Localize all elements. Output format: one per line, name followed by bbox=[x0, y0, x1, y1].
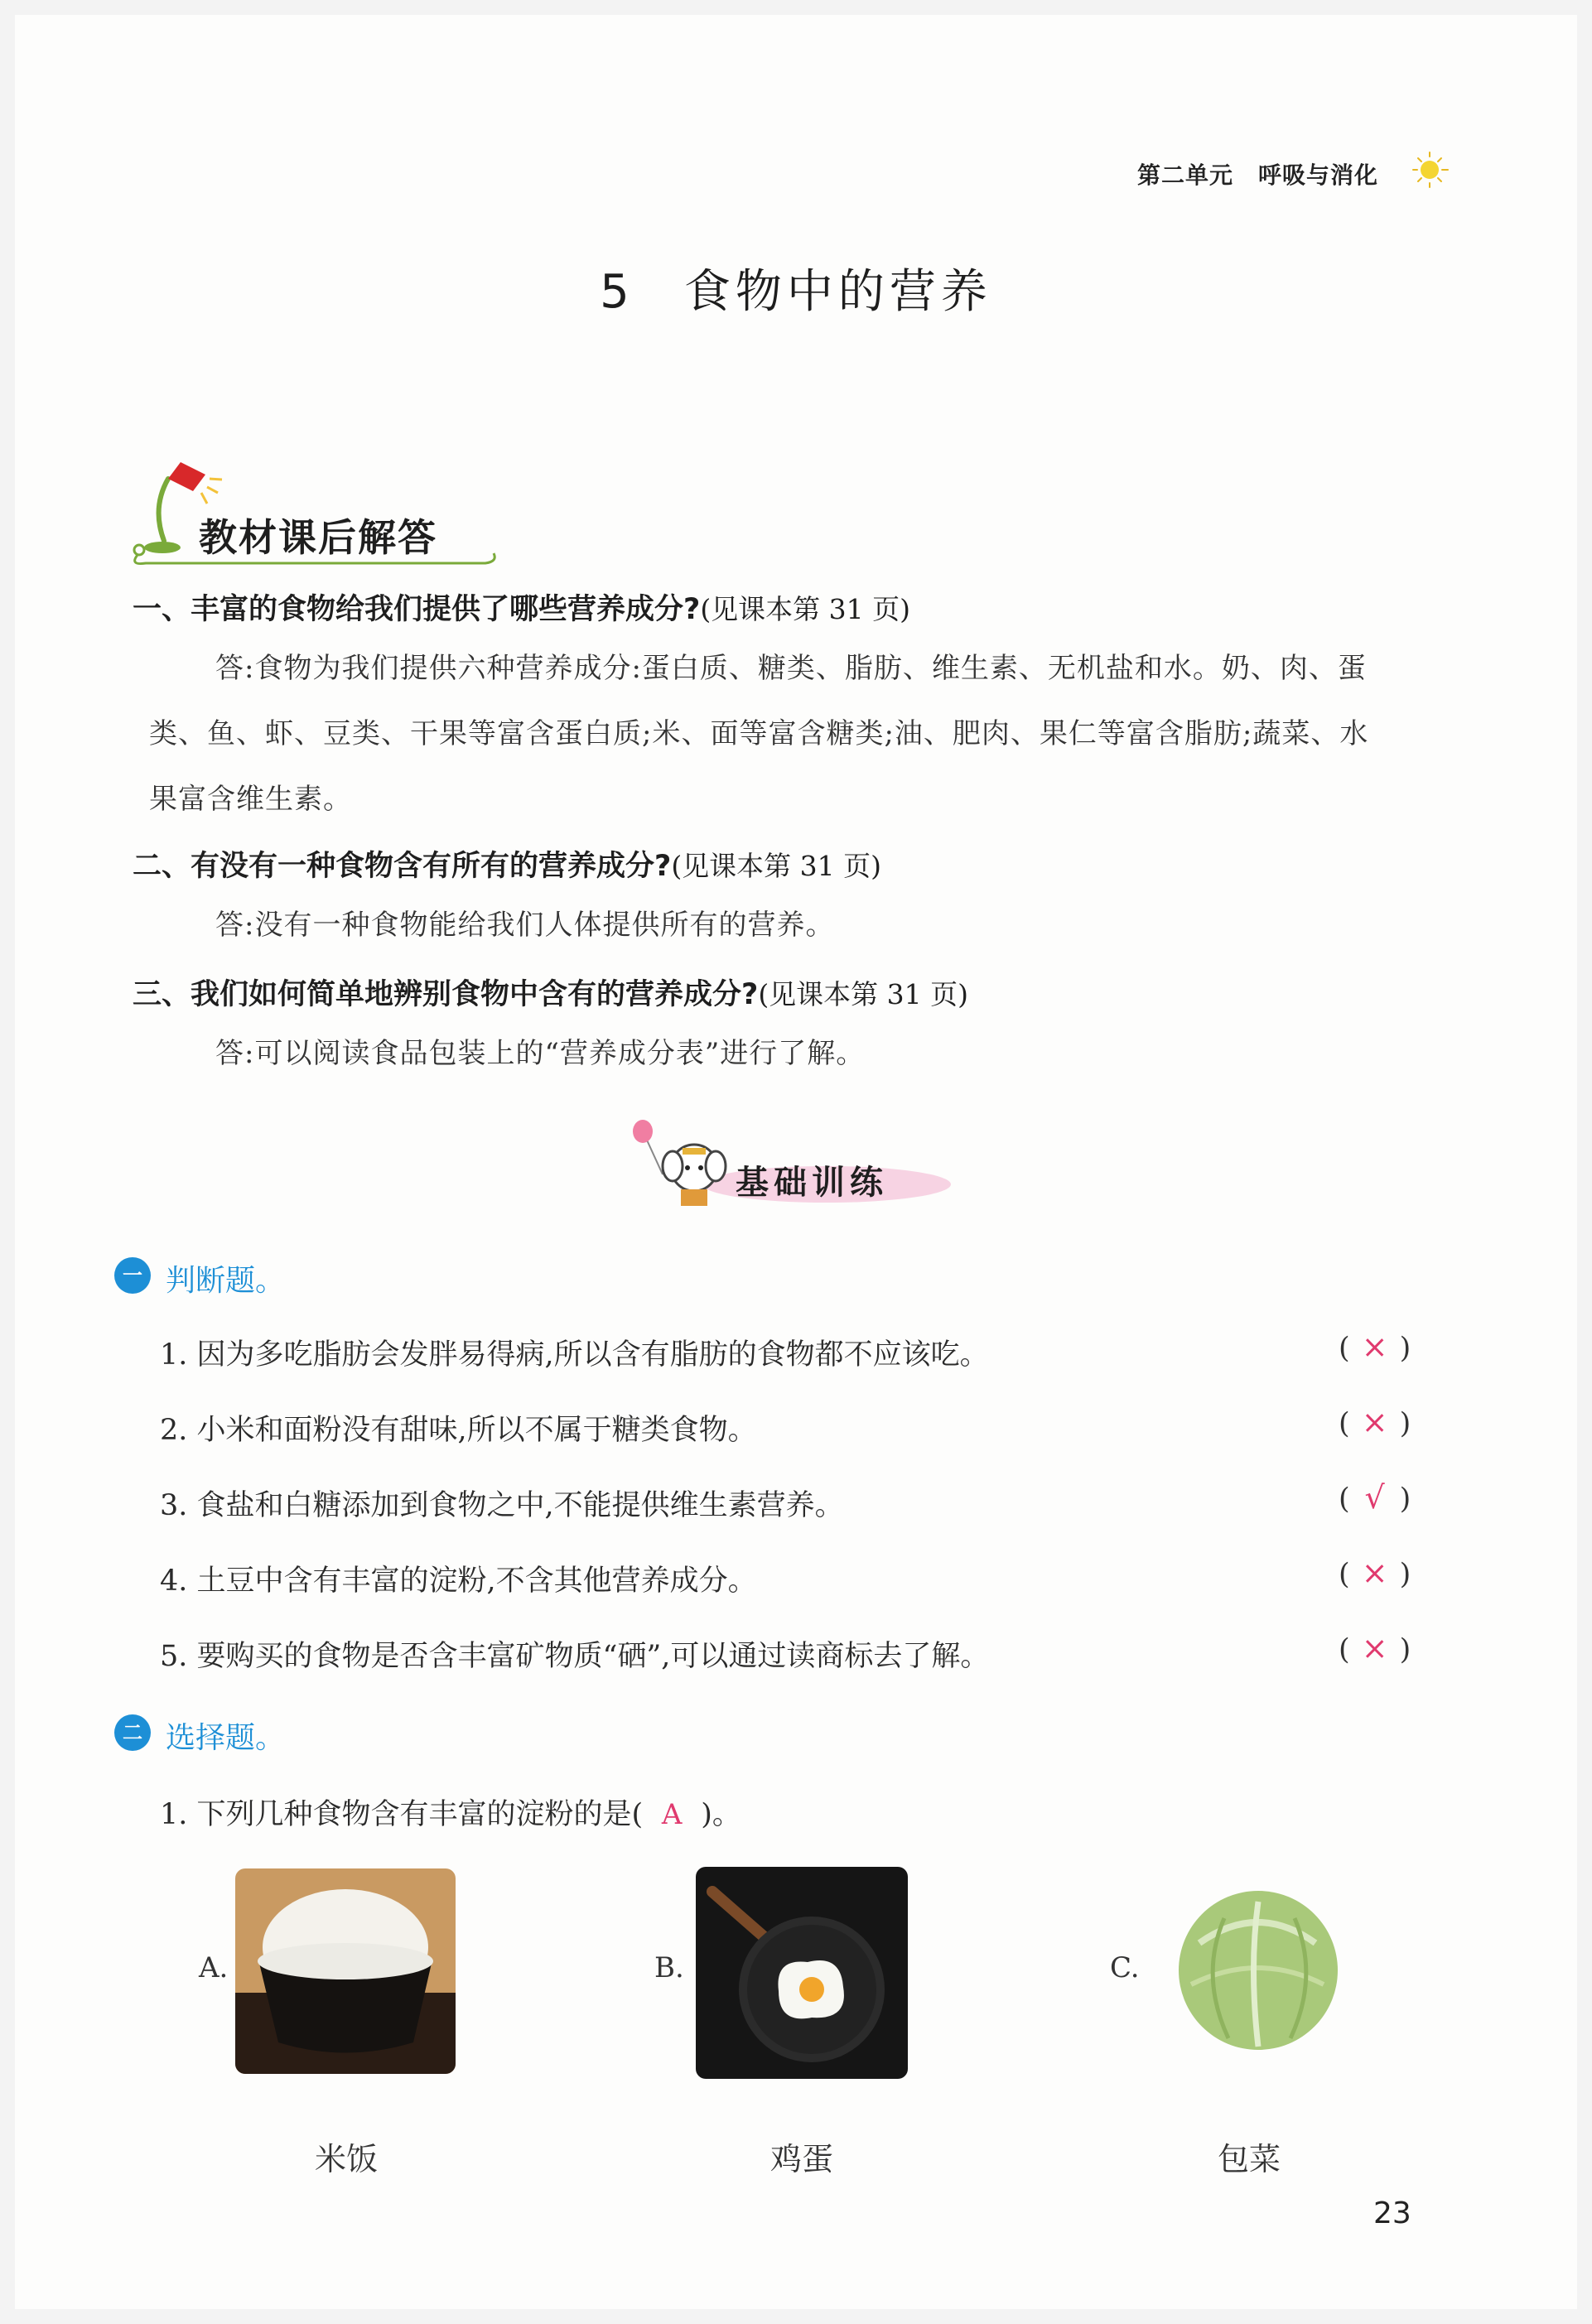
option-a-caption: 米饭 bbox=[314, 2141, 378, 2177]
judge-section-title: 判断题。 bbox=[166, 1264, 286, 1298]
rice-bowl-image bbox=[235, 1868, 456, 2074]
choice-section-title: 选择题。 bbox=[166, 1721, 286, 1755]
cabbage-image bbox=[1150, 1868, 1367, 2072]
choice-question-1: 1. 下列几种食物含有丰富的淀粉的是( A )。 bbox=[160, 1798, 741, 1831]
option-b-caption: 鸡蛋 bbox=[769, 2141, 833, 2177]
lesson-name: 食物中的营养 bbox=[683, 265, 992, 319]
judge-item-4: 4. 土豆中含有丰富的淀粉,不含其他营养成分。 bbox=[160, 1565, 757, 1598]
question-2: 二、有没有一种食物含有所有的营养成分?(见课本第 31 页) bbox=[133, 850, 882, 883]
judge-item-5: 5. 要购买的食物是否含丰富矿物质“硒”,可以通过读商标去了解。 bbox=[160, 1640, 990, 1673]
chapter-label: 呼吸与消化 bbox=[1258, 162, 1379, 189]
option-c-caption: 包菜 bbox=[1217, 2141, 1281, 2177]
option-c-letter: C. bbox=[1110, 1951, 1140, 1984]
judge-item-2: 2. 小米和面粉没有甜味,所以不属于糖类食物。 bbox=[160, 1414, 757, 1447]
page bbox=[15, 15, 1577, 2309]
judge-answer-5: ( × ) bbox=[1339, 1630, 1411, 1666]
running-header bbox=[1137, 157, 1403, 190]
lesson-number: 5 bbox=[600, 265, 634, 319]
judge-answer-1: ( × ) bbox=[1339, 1328, 1411, 1365]
judge-item-1: 1. 因为多吃脂肪会发胖易得病,所以含有脂肪的食物都不应该吃。 bbox=[160, 1338, 989, 1372]
option-a-letter: A. bbox=[199, 1951, 229, 1984]
judge-item-3: 3. 食盐和白糖添加到食物之中,不能提供维生素营养。 bbox=[160, 1489, 844, 1522]
page-number: 23 bbox=[1373, 2196, 1411, 2230]
question-3: 三、我们如何简单地辨别食物中含有的营养成分?(见课本第 31 页) bbox=[133, 978, 969, 1011]
judge-answer-2: ( × ) bbox=[1339, 1404, 1411, 1440]
egg-pan-image bbox=[696, 1867, 908, 2079]
answer-3: 答:可以阅读食品包装上的“营养成分表”进行了解。 bbox=[215, 1037, 866, 1070]
basic-training-title: 基础训练 bbox=[736, 1164, 888, 1202]
answer-1-line-3: 果富含维生素。 bbox=[149, 783, 352, 816]
choice-answer-1: A bbox=[661, 1798, 683, 1831]
choice-section-badge: 二 bbox=[114, 1714, 151, 1751]
answer-2: 答:没有一种食物能给我们人体提供所有的营养。 bbox=[215, 909, 835, 942]
question-1: 一、丰富的食物给我们提供了哪些营养成分?(见课本第 31 页) bbox=[133, 593, 911, 626]
judge-section-badge: 一 bbox=[114, 1257, 151, 1294]
unit-label: 第二单元 bbox=[1137, 162, 1234, 189]
sun-icon bbox=[1403, 149, 1453, 190]
lesson-title bbox=[15, 255, 1577, 321]
answer-1-line-2: 类、鱼、虾、豆类、干果等富含蛋白质;米、面等富含糖类;油、肥肉、果仁等富含脂肪;蔬菜、水 bbox=[149, 717, 1369, 750]
judge-answer-4: ( × ) bbox=[1339, 1555, 1411, 1591]
elephant-icon bbox=[663, 1145, 726, 1206]
option-b-letter: B. bbox=[654, 1951, 684, 1984]
answer-1-line-1: 答:食物为我们提供六种营养成分:蛋白质、糖类、脂肪、维生素、无机盐和水。奶、肉、蛋 bbox=[215, 652, 1367, 685]
section-heading: 教材课后解答 bbox=[199, 515, 437, 560]
judge-answer-3: ( √ ) bbox=[1339, 1479, 1411, 1516]
